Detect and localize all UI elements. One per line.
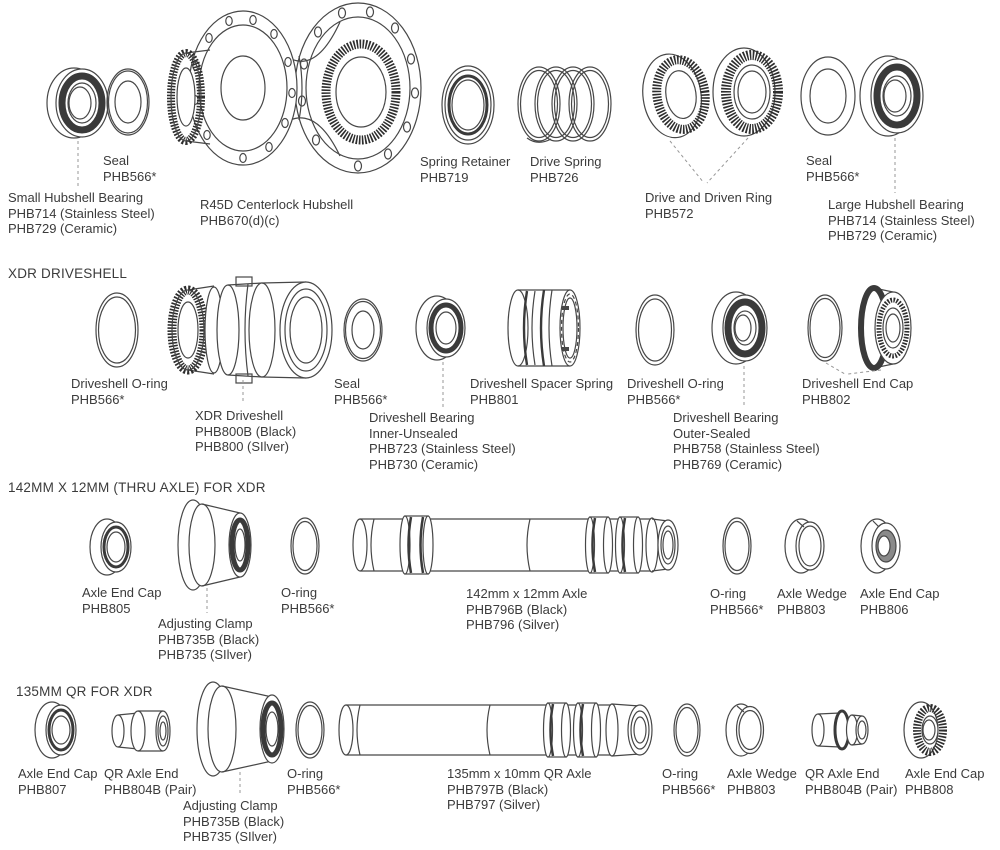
label-adjusting-clamp-qr: Adjusting Clamp PHB735B (Black) PHB735 (SIlver)	[183, 798, 285, 844]
seal-right-drawing	[801, 57, 855, 135]
axle-wedge-qr-drawing	[726, 704, 764, 756]
driveshell-bearing-outer-drawing	[712, 292, 767, 364]
axle-end-cap-805-drawing	[90, 519, 131, 575]
label-axle-135: 135mm x 10mm QR Axle PHB797B (Black) PHB797 (Silver)	[447, 766, 592, 812]
driveshell-bearing-inner-drawing	[416, 296, 465, 360]
label-spring-retainer: Spring Retainer PHB719	[420, 154, 511, 185]
label-small-hubshell-bearing: Small Hubshell Bearing PHB714 (Stainless Steel) PHB729 (Ceramic)	[8, 190, 155, 236]
label-drive-driven-ring: Drive and Driven Ring PHB572	[645, 190, 773, 221]
axle-135-drawing	[339, 703, 652, 757]
qr-axle-end-left-drawing	[112, 711, 170, 751]
label-driveshell-spacer-spring: Driveshell Spacer Spring PHB801	[470, 376, 614, 407]
axle-142-drawing	[353, 516, 678, 574]
driveshell-oring-left-drawing	[96, 293, 138, 367]
axle-wedge-thru-drawing	[785, 519, 824, 573]
driveshell-end-cap-drawing	[861, 288, 911, 368]
oring-thru-right-drawing	[723, 518, 751, 574]
hubshell-drawing	[171, 3, 421, 173]
label-driveshell-end-cap: Driveshell End Cap PHB802	[802, 376, 914, 407]
small-hubshell-bearing-drawing	[47, 68, 108, 138]
section-heading-thru-axle: 142MM X 12MM (THRU AXLE) FOR XDR	[8, 480, 266, 495]
label-hubshell: R45D Centerlock Hubshell PHB670(d)(c)	[200, 197, 354, 228]
label-qr-axle-end-left: QR Axle End PHB804B (Pair)	[104, 766, 197, 797]
large-hubshell-bearing-drawing	[860, 56, 923, 136]
axle-end-cap-807-drawing	[35, 702, 76, 758]
label-driveshell-bearing-outer: Driveshell Bearing Outer-Sealed PHB758 (Stainless Steel) PHB769 (Ceramic)	[673, 410, 820, 472]
axle-end-cap-806-drawing	[861, 519, 900, 573]
label-driveshell-bearing-inner: Driveshell Bearing Inner-Unsealed PHB723 (Stainless Steel) PHB730 (Ceramic)	[369, 410, 516, 472]
section-heading-qr-axle: 135MM QR FOR XDR	[16, 684, 153, 699]
section-heading-xdr-driveshell: XDR DRIVESHELL	[8, 266, 128, 281]
driveshell-oring-right-drawing	[636, 295, 674, 365]
label-adjusting-clamp-thru: Adjusting Clamp PHB735B (Black) PHB735 (SIlver)	[158, 616, 260, 662]
label-axle-end-cap-807: Axle End Cap PHB807	[18, 766, 98, 797]
label-axle-142: 142mm x 12mm Axle PHB796B (Black) PHB796 (Silver)	[466, 586, 588, 632]
label-seal-right: Seal PHB566*	[806, 153, 860, 184]
oring-thru-left-drawing	[291, 518, 319, 574]
label-oring-qr-right: O-ring PHB566*	[662, 766, 716, 797]
qr-axle-end-right-drawing	[812, 711, 868, 749]
drive-spring-drawing	[518, 67, 611, 142]
end-cap-oring-drawing	[808, 295, 842, 361]
label-drive-spring: Drive Spring PHB726	[530, 154, 602, 185]
label-axle-wedge-qr: Axle Wedge PHB803	[727, 766, 797, 797]
xdr-driveshell-drawing	[172, 277, 332, 383]
oring-qr-left-drawing	[296, 702, 324, 758]
label-oring-thru-left: O-ring PHB566*	[281, 585, 335, 616]
label-large-hubshell-bearing: Large Hubshell Bearing PHB714 (Stainless Steel) PHB729 (Ceramic)	[828, 197, 975, 243]
label-axle-end-cap-808: Axle End Cap PHB808	[905, 766, 985, 797]
label-axle-end-cap-805: Axle End Cap PHB805	[82, 585, 162, 616]
label-axle-wedge-thru: Axle Wedge PHB803	[777, 586, 847, 617]
adjusting-clamp-thru-drawing	[178, 500, 251, 590]
axle-end-cap-808-drawing	[904, 702, 943, 758]
label-axle-end-cap-806: Axle End Cap PHB806	[860, 586, 940, 617]
oring-qr-right-drawing	[674, 704, 700, 756]
driveshell-spacer-spring-drawing	[508, 290, 580, 366]
driven-ring-drawing	[713, 48, 778, 136]
label-driveshell-oring-left: Driveshell O-ring PHB566*	[71, 376, 168, 407]
label-oring-thru-right: O-ring PHB566*	[710, 586, 764, 617]
label-qr-axle-end-right: QR Axle End PHB804B (Pair)	[805, 766, 898, 797]
label-xdr-driveshell: XDR Driveshell PHB800B (Black) PHB800 (SIlver)	[195, 408, 297, 454]
label-oring-qr-left: O-ring PHB566*	[287, 766, 341, 797]
driveshell-seal-drawing	[344, 299, 382, 361]
drive-ring-drawing	[637, 50, 710, 142]
spring-retainer-drawing	[442, 66, 494, 144]
label-driveshell-oring-right: Driveshell O-ring PHB566*	[627, 376, 724, 407]
label-driveshell-seal: Seal PHB566*	[334, 376, 388, 407]
adjusting-clamp-qr-drawing	[197, 682, 284, 776]
label-seal-left: Seal PHB566*	[103, 153, 157, 184]
seal-left-drawing	[107, 69, 149, 135]
